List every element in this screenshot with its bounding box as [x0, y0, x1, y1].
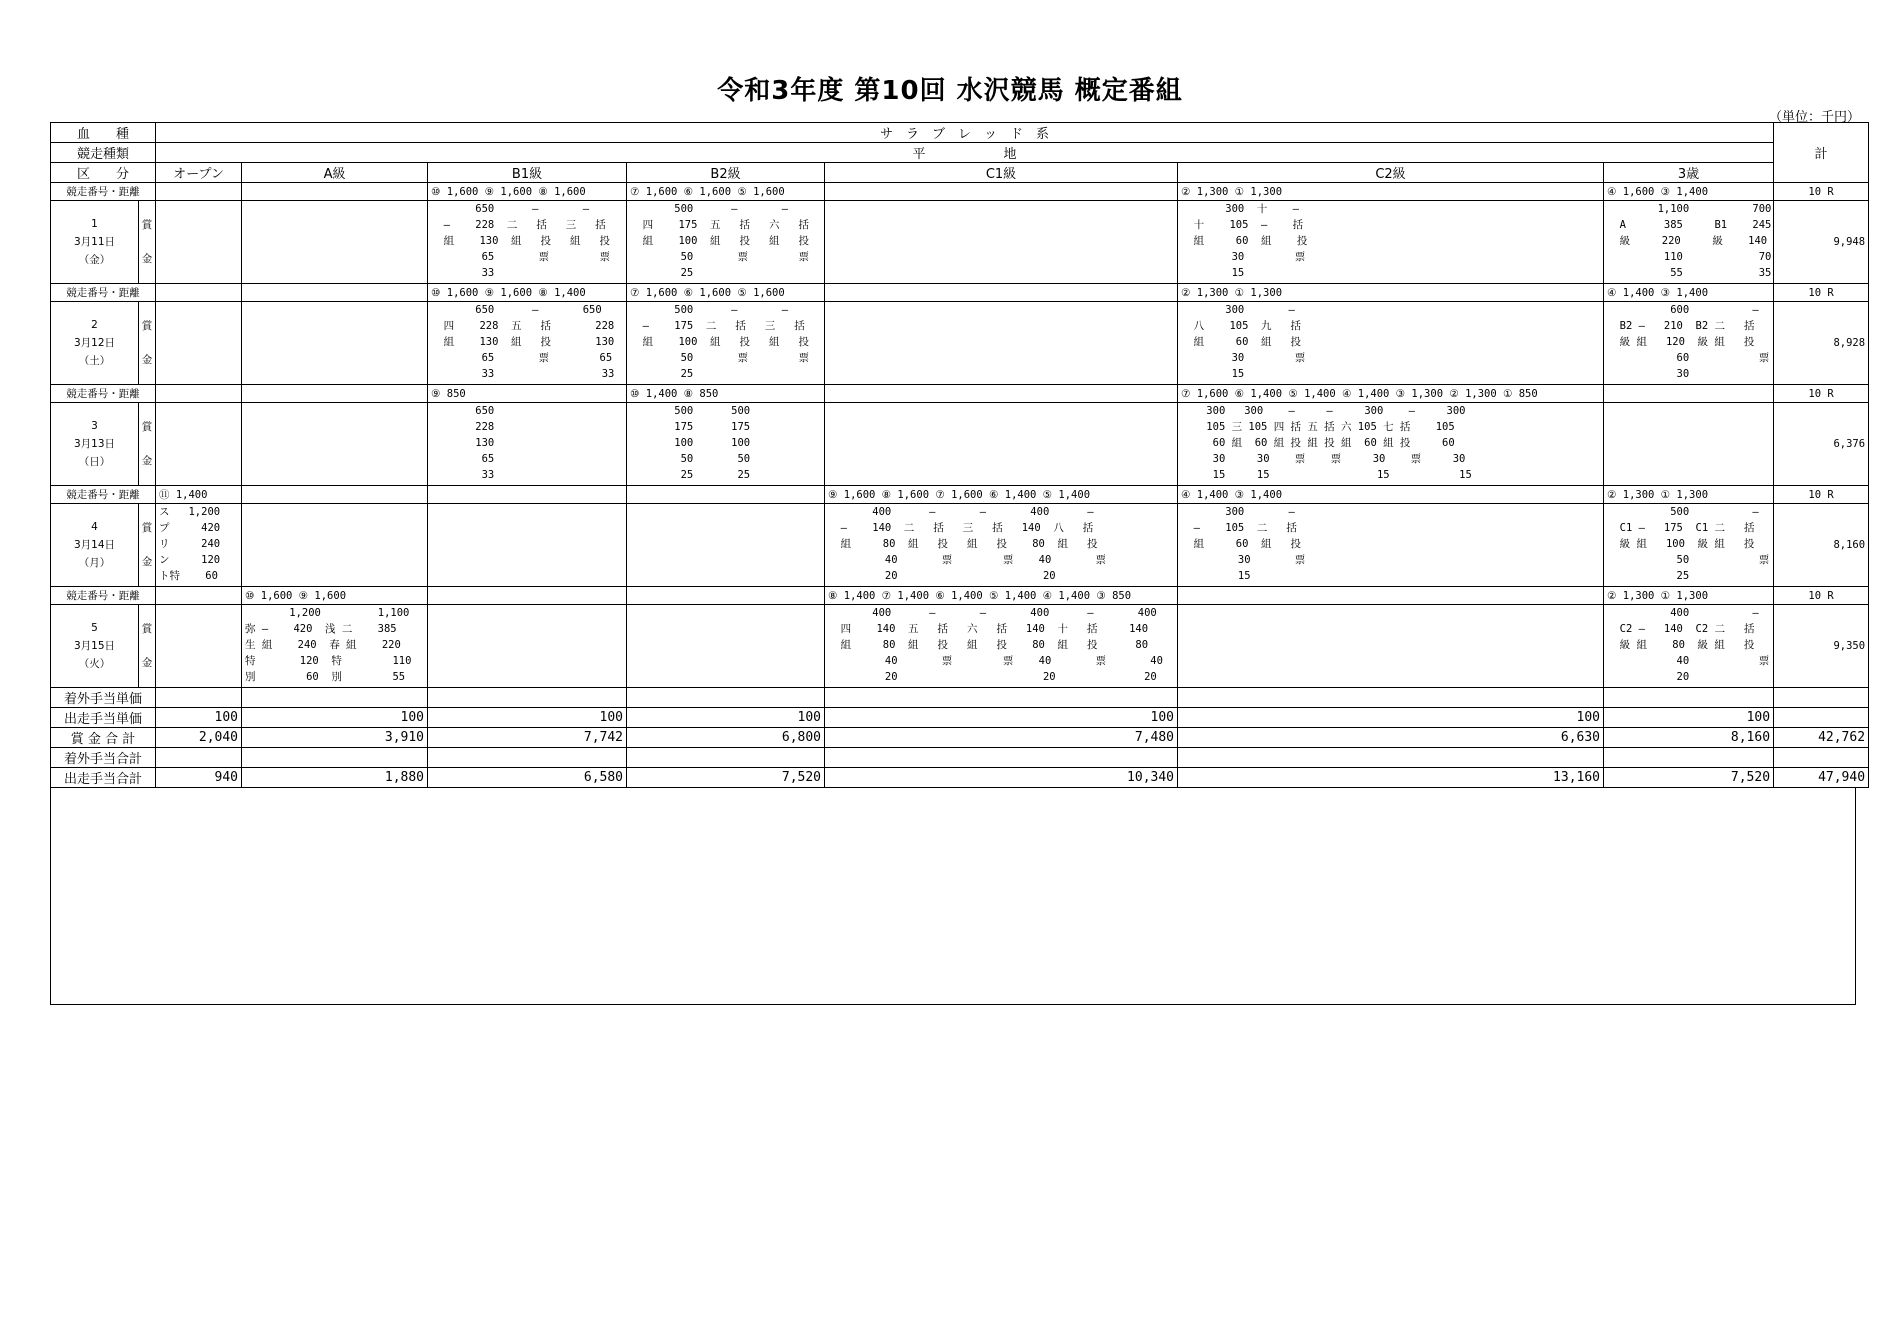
prize-row	[51, 504, 1869, 587]
class-b1: B1級	[428, 163, 627, 183]
prize-values: 500 ― ― 四 175 五 括 六 括 組 100 組 投 組 投 50 票 票 25	[642, 203, 810, 279]
race-cell	[627, 486, 825, 504]
race-row-label: 競走番号・距離	[51, 587, 156, 605]
summary-value: 100	[1604, 708, 1774, 728]
prize-cell	[1178, 201, 1604, 284]
prize-cell	[156, 605, 242, 688]
prize-total: 9,350	[1774, 605, 1869, 688]
summary-value: 13,160	[1178, 768, 1604, 788]
summary-total	[1774, 748, 1869, 768]
race-cell: ② 1,300 ① 1,300	[1604, 587, 1774, 605]
prize-side-label	[139, 201, 156, 284]
summary-label: 賞 金 合 計	[51, 728, 156, 748]
race-row	[51, 183, 1869, 201]
class-b2: B2級	[627, 163, 825, 183]
prize-values: 400 ― ― 400 ― 400 四 140 五 括 六 括 140 十 括 140 組 80 組 投 組 投 80 組 投 80 40 票 票 40 票 40 20 20 20	[840, 607, 1163, 683]
day-cell	[51, 302, 139, 385]
summary-value: 8,160	[1604, 728, 1774, 748]
prize-values: 650 228 130 65 33	[475, 405, 495, 481]
summary-label: 出走手当合計	[51, 768, 156, 788]
prize-side-bottom: 金	[141, 455, 153, 467]
header-race-type-value: 平 地	[156, 143, 1774, 163]
header-label-breed: 血 種	[51, 123, 156, 143]
summary-value	[1604, 688, 1774, 708]
prize-row	[51, 302, 1869, 385]
day-weekday: （火）	[78, 658, 111, 670]
class-3yo: 3歳	[1604, 163, 1774, 183]
prize-side-bottom: 金	[141, 253, 153, 265]
prize-values: 500 ― C1 ― 175 C1 二 括 級 組 100 級 組 投 50 票 25	[1619, 506, 1770, 582]
day-date: 3月14日	[73, 539, 116, 551]
day-date: 3月15日	[73, 640, 116, 652]
race-cell	[156, 385, 242, 403]
race-cell	[1604, 385, 1774, 403]
prize-cell	[1604, 403, 1774, 486]
prize-cell	[627, 504, 825, 587]
prize-cell	[1604, 302, 1774, 385]
day-day-num: 5	[91, 622, 98, 634]
prize-cell	[156, 302, 242, 385]
summary-value: 2,040	[156, 728, 242, 748]
race-cell: ⑦ 1,600 ⑥ 1,600 ⑤ 1,600	[627, 183, 825, 201]
unit-note: （単位：千円）	[1768, 110, 1860, 125]
summary-value: 7,480	[825, 728, 1178, 748]
prize-cell	[156, 504, 242, 587]
prize-cell	[825, 302, 1178, 385]
summary-value	[627, 748, 825, 768]
race-cell: ⑩ 1,600 ⑨ 1,600 ⑧ 1,400	[428, 284, 627, 302]
summary-value	[428, 748, 627, 768]
summary-value	[627, 688, 825, 708]
prize-cell	[825, 201, 1178, 284]
race-row-label: 競走番号・距離	[51, 385, 156, 403]
summary-value: 100	[1178, 708, 1604, 728]
summary-value: 7,742	[428, 728, 627, 748]
race-cell	[825, 284, 1178, 302]
summary-value: 100	[242, 708, 428, 728]
prize-cell	[825, 504, 1178, 587]
race-cell: ⑩ 1,600 ⑨ 1,600	[242, 587, 428, 605]
prize-values: 300 ― 八 105 九 括 組 60 組 投 30 票 15	[1193, 304, 1306, 380]
summary-total	[1774, 688, 1869, 708]
race-cell	[428, 587, 627, 605]
class-open: オープン	[156, 163, 242, 183]
header-breed-value: サ ラ ブ レ ッ ド 系	[156, 123, 1774, 143]
prize-values: 300 ― ― 105 二 括 組 60 組 投 30 票 15	[1193, 506, 1306, 582]
page-title: 令和3年度 第10回 水沢競馬 概定番組	[717, 76, 1183, 106]
summary-value	[825, 748, 1178, 768]
race-row	[51, 385, 1869, 403]
prize-side-top: 賞	[141, 421, 153, 433]
prize-cell	[825, 403, 1178, 486]
prize-values: 300 十 ― 十 105 ― 括 組 60 組 投 30 票 15	[1193, 203, 1308, 279]
summary-value: 10,340	[825, 768, 1178, 788]
remarks-area	[50, 788, 1856, 1005]
race-cell: ⑦ 1,600 ⑥ 1,600 ⑤ 1,600	[627, 284, 825, 302]
prize-cell	[1178, 403, 1604, 486]
prize-row	[51, 403, 1869, 486]
day-date: 3月12日	[73, 337, 116, 349]
day-day-num: 1	[91, 218, 98, 230]
race-cell	[156, 587, 242, 605]
program-table	[50, 122, 1869, 788]
prize-side-top: 賞	[141, 522, 153, 534]
race-cell: ⑪ 1,400	[156, 486, 242, 504]
race-row-label: 競走番号・距離	[51, 486, 156, 504]
header-label-race-type: 競走種類	[51, 143, 156, 163]
race-cell: ⑦ 1,600 ⑥ 1,400 ⑤ 1,400 ④ 1,400 ③ 1,300 ② 1,300 ① 850	[1178, 385, 1604, 403]
prize-cell	[1604, 504, 1774, 587]
prize-row	[51, 605, 1869, 688]
race-row	[51, 486, 1869, 504]
summary-value: 7,520	[627, 768, 825, 788]
day-weekday: （日）	[78, 456, 111, 468]
prize-cell	[627, 302, 825, 385]
day-weekday: （土）	[78, 355, 111, 367]
day-cell	[51, 605, 139, 688]
prize-values: 1,200 1,100 弥 ― 420 浅 二 385 生 組 240 春 組 220 特 120 特 110 別 60 別 55	[245, 607, 412, 683]
summary-value	[1178, 748, 1604, 768]
summary-value	[1604, 748, 1774, 768]
race-cell	[242, 183, 428, 201]
day-day-num: 2	[91, 319, 98, 331]
prize-side-label	[139, 605, 156, 688]
prize-values: 600 ― B2 ― 210 B2 二 括 級 組 120 級 組 投 60 票 30	[1619, 304, 1770, 380]
prize-cell	[1178, 605, 1604, 688]
prize-cell	[242, 302, 428, 385]
summary-row	[51, 708, 1869, 728]
summary-value: 3,910	[242, 728, 428, 748]
summary-value	[242, 688, 428, 708]
day-date: 3月11日	[73, 236, 116, 248]
summary-value: 6,630	[1178, 728, 1604, 748]
prize-values: 1,100 700 A 385 B1 245 級 220 級 140 110 70 55 35	[1619, 203, 1772, 279]
prize-side-label	[139, 302, 156, 385]
race-cell	[428, 486, 627, 504]
header-total-label: 計	[1774, 123, 1869, 183]
race-cell	[825, 385, 1178, 403]
prize-total: 8,160	[1774, 504, 1869, 587]
summary-row	[51, 728, 1869, 748]
summary-value	[825, 688, 1178, 708]
summary-value	[242, 748, 428, 768]
day-cell	[51, 403, 139, 486]
summary-value	[428, 688, 627, 708]
prize-values: 400 ― ― 400 ― ― 140 二 括 三 括 140 八 括 組 80 組 投 組 投 80 組 投 40 票 票 40 票 20 20	[840, 506, 1107, 582]
summary-value: 100	[428, 708, 627, 728]
summary-label: 着外手当合計	[51, 748, 156, 768]
summary-value: 100	[825, 708, 1178, 728]
race-row	[51, 284, 1869, 302]
prize-cell	[428, 302, 627, 385]
day-cell	[51, 201, 139, 284]
race-cell	[156, 183, 242, 201]
prize-side-top: 賞	[141, 623, 153, 635]
prize-side-top: 賞	[141, 320, 153, 332]
day-day-num: 3	[91, 420, 98, 432]
race-total: 10 R	[1774, 587, 1869, 605]
summary-row	[51, 688, 1869, 708]
day-day-num: 4	[91, 521, 98, 533]
summary-total	[1774, 708, 1869, 728]
prize-cell	[242, 504, 428, 587]
race-cell: ⑨ 850	[428, 385, 627, 403]
race-cell: ④ 1,400 ③ 1,400	[1178, 486, 1604, 504]
prize-cell	[1604, 201, 1774, 284]
prize-values: 650 ― ― ― 228 二 括 三 括 組 130 組 投 組 投 65 票 票 33	[443, 203, 611, 279]
prize-cell	[428, 504, 627, 587]
race-total: 10 R	[1774, 183, 1869, 201]
summary-value	[156, 748, 242, 768]
race-row-label: 競走番号・距離	[51, 183, 156, 201]
race-total: 10 R	[1774, 486, 1869, 504]
prize-cell	[627, 605, 825, 688]
summary-total: 47,940	[1774, 768, 1869, 788]
summary-value	[156, 688, 242, 708]
prize-values: 500 ― ― ― 175 二 括 三 括 組 100 組 投 組 投 50 票 票 25	[642, 304, 810, 380]
race-cell: ② 1,300 ① 1,300	[1178, 284, 1604, 302]
day-weekday: （金）	[78, 254, 111, 266]
prize-side-label	[139, 403, 156, 486]
summary-value: 6,800	[627, 728, 825, 748]
race-cell: ② 1,300 ① 1,300	[1178, 183, 1604, 201]
race-row	[51, 587, 1869, 605]
race-cell: ⑩ 1,400 ⑧ 850	[627, 385, 825, 403]
race-cell	[242, 284, 428, 302]
summary-value: 7,520	[1604, 768, 1774, 788]
prize-values: 500 500 175 175 100 100 50 50 25 25	[674, 405, 751, 481]
summary-row	[51, 748, 1869, 768]
race-cell	[156, 284, 242, 302]
prize-row	[51, 201, 1869, 284]
summary-value: 940	[156, 768, 242, 788]
summary-value: 100	[156, 708, 242, 728]
race-cell: ⑩ 1,600 ⑨ 1,600 ⑧ 1,600	[428, 183, 627, 201]
prize-cell	[428, 201, 627, 284]
prize-cell	[1178, 504, 1604, 587]
prize-total: 8,928	[1774, 302, 1869, 385]
prize-values: 650 ― 650 四 228 五 括 228 組 130 組 投 130 65 票 65 33 33	[443, 304, 615, 380]
prize-total: 6,376	[1774, 403, 1869, 486]
race-total: 10 R	[1774, 385, 1869, 403]
prize-side-bottom: 金	[141, 354, 153, 366]
day-cell	[51, 504, 139, 587]
prize-cell	[1604, 605, 1774, 688]
prize-cell	[428, 605, 627, 688]
prize-cell	[156, 201, 242, 284]
race-cell: ② 1,300 ① 1,300	[1604, 486, 1774, 504]
prize-values: 300 300 ― ― 300 ― 300 105 三 105 四 括 五 括 六 105 七 括 105 60 組 60 組 投 組 投 組 60 組 投 60 30 30 票 票 30 票 30 15 15 15 15	[1206, 405, 1472, 481]
header-label-class: 区 分	[51, 163, 156, 183]
summary-label: 出走手当単価	[51, 708, 156, 728]
prize-cell	[156, 403, 242, 486]
prize-values: ス 1,200 プ 420 リ 240 ン 120 ト特 60	[159, 506, 221, 582]
prize-side-top: 賞	[141, 219, 153, 231]
prize-cell	[428, 403, 627, 486]
prize-cell	[1178, 302, 1604, 385]
summary-label: 着外手当単価	[51, 688, 156, 708]
race-cell	[242, 385, 428, 403]
day-date: 3月13日	[73, 438, 116, 450]
summary-value	[1178, 688, 1604, 708]
race-cell: ④ 1,400 ③ 1,400	[1604, 284, 1774, 302]
summary-value: 6,580	[428, 768, 627, 788]
summary-row	[51, 768, 1869, 788]
summary-value: 1,880	[242, 768, 428, 788]
race-cell: ④ 1,600 ③ 1,400	[1604, 183, 1774, 201]
class-c1: C1級	[825, 163, 1178, 183]
prize-cell	[242, 605, 428, 688]
day-weekday: （月）	[78, 557, 111, 569]
class-a: A級	[242, 163, 428, 183]
prize-values: 400 ― C2 ― 140 C2 二 括 級 組 80 級 組 投 40 票 20	[1619, 607, 1770, 683]
summary-value: 100	[627, 708, 825, 728]
race-total: 10 R	[1774, 284, 1869, 302]
prize-cell	[242, 403, 428, 486]
race-cell: ⑧ 1,400 ⑦ 1,400 ⑥ 1,400 ⑤ 1,400 ④ 1,400 ③ 850	[825, 587, 1178, 605]
race-cell	[242, 486, 428, 504]
prize-side-bottom: 金	[141, 657, 153, 669]
prize-cell	[627, 403, 825, 486]
prize-side-label	[139, 504, 156, 587]
summary-total: 42,762	[1774, 728, 1869, 748]
race-cell	[1178, 587, 1604, 605]
prize-cell	[242, 201, 428, 284]
prize-side-bottom: 金	[141, 556, 153, 568]
prize-total: 9,948	[1774, 201, 1869, 284]
race-cell: ⑨ 1,600 ⑧ 1,600 ⑦ 1,600 ⑥ 1,400 ⑤ 1,400	[825, 486, 1178, 504]
class-c2: C2級	[1178, 163, 1604, 183]
prize-cell	[825, 605, 1178, 688]
prize-cell	[627, 201, 825, 284]
race-cell	[627, 587, 825, 605]
race-cell	[825, 183, 1178, 201]
race-row-label: 競走番号・距離	[51, 284, 156, 302]
